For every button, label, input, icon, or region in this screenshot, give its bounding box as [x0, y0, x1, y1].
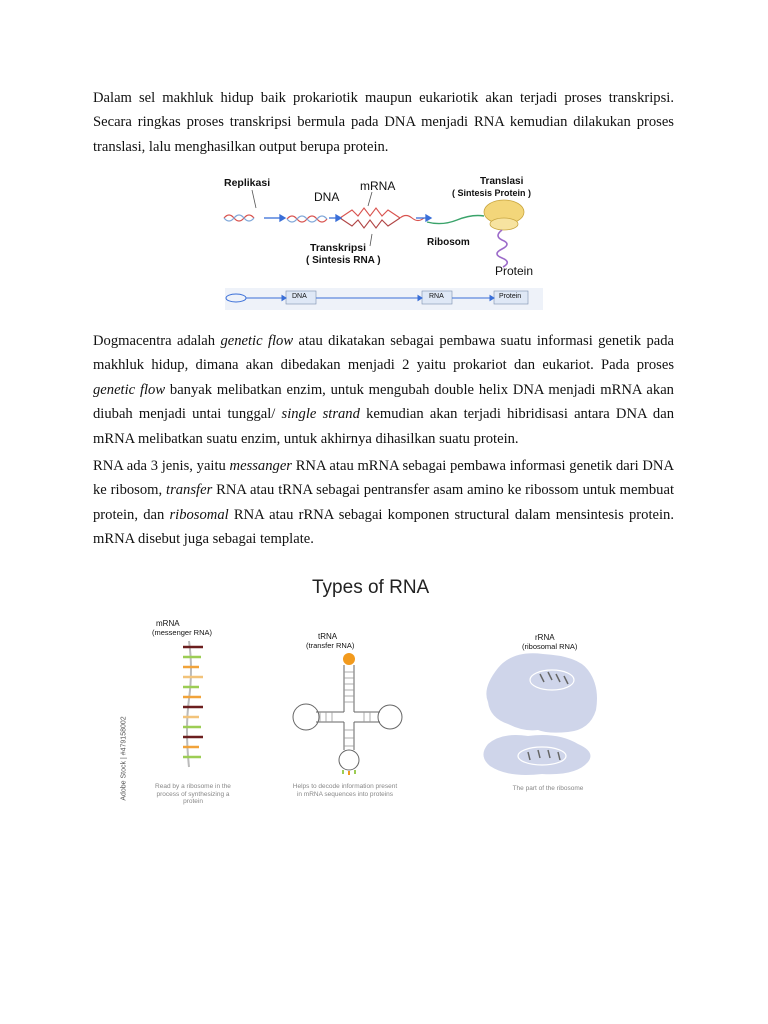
label-mrna: mRNA [360, 179, 396, 193]
types-of-rna-figure [120, 565, 620, 820]
mrna-strand [427, 216, 484, 224]
label-transkripsi: Transkripsi [310, 242, 367, 254]
paragraph-rna-types: RNA ada 3 jenis, yaitu messanger RNA atau mRNA sebagai pembawa informasi genetik dari DNA ke ribosom, transfer RNA atau tRNA sebagai pentransfer asam amino ke ribossom untuk membuat protein, dan ribosomal RNA atau rRNA sebagai komponen structural dalam mensintesis protein. mRNA disebut juga sebagai template. [93, 458, 674, 548]
transcription-bubble [340, 208, 424, 228]
label-translasi: Translasi [480, 176, 524, 187]
trna-amino-acid-head [343, 653, 355, 665]
rrna-illustration [468, 650, 618, 778]
label-protein: Protein [495, 264, 534, 278]
trna-caption: Helps to decode information present in mRNA sequences into proteins [292, 783, 398, 798]
ribosome-large-subunit [486, 653, 597, 732]
rrna-caption: The part of the ribosome [512, 785, 584, 792]
trna-subtitle: (transfer RNA) [306, 641, 355, 650]
ribosome-small-subunit [483, 735, 590, 775]
label-sintesis-rna: ( Sintesis RNA ) [306, 255, 381, 266]
paragraph-dogma: Dogmacentra adalah genetic flow atau dikatakan sebagai pembawa suatu informasi genetik pada makhluk hidup, dimana akan dibedakan menjadi 2 yaitu prokariot dan eukariot. Pada proses genetic flow banyak melibatkan enzim, untuk mengubah double helix DNA menjadi mRNA akan diubah menjadi untai tunggal/ single strand kemudian akan terjadi hibridisasi antara DNA dan mRNA melibatkan suatu enzim, untuk akhirnya dihasilkan suatu protein. [93, 333, 675, 447]
paragraph-intro: Dalam sel makhluk hidup baik prokariotik maupun eukariotik akan terjadi proses transkripsi. Secara ringkas proses transkripsi bermula pada DNA menjadi RNA kemudian dilakukan proses translasi, lalu menghasilkan output berupa protein. [93, 90, 674, 155]
protein-chain [497, 230, 507, 267]
label-ribosom: Ribosom [427, 237, 470, 248]
mrna-caption: Read by a ribosome in the process of synthesizing a protein [155, 783, 231, 805]
mrna-subtitle: (messenger RNA) [152, 628, 213, 637]
trna-illustration [288, 650, 408, 775]
mrna-title: mRNA [156, 619, 180, 628]
mrna-illustration [175, 639, 215, 769]
adobe-stock-watermark: Adobe Stock | #479158002 [120, 716, 128, 801]
bar-label-rna: RNA [429, 293, 444, 300]
trna-title: tRNA [318, 632, 338, 641]
bar-label-dna: DNA [292, 293, 307, 300]
rrna-subtitle: (ribosomal RNA) [522, 642, 578, 651]
ribosome-small [490, 218, 518, 230]
label-sintesis-protein: ( Sintesis Protein ) [452, 188, 532, 198]
central-dogma-figure [222, 170, 546, 312]
dna-helix-main [287, 216, 327, 222]
dna-helix-replikasi [224, 215, 254, 221]
rrna-title: rRNA [535, 633, 555, 642]
label-dna: DNA [314, 190, 340, 204]
bar-label-protein: Protein [499, 293, 522, 300]
figure2-title: Types of RNA [312, 577, 430, 598]
label-replikasi: Replikasi [224, 177, 271, 189]
